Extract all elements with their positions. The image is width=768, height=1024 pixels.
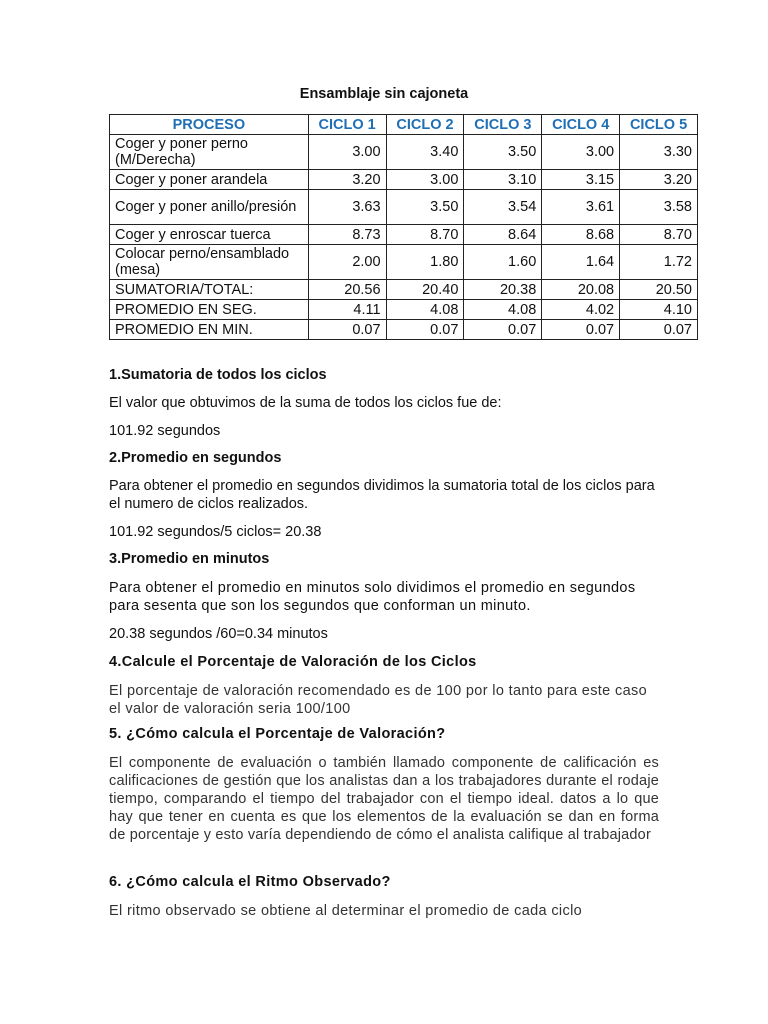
cell-value: 3.40: [386, 135, 464, 170]
row-label: Colocar perno/ensamblado (mesa): [110, 245, 309, 280]
cell-value: 20.50: [620, 280, 698, 300]
cell-value: 4.10: [620, 300, 698, 320]
cell-value: 3.20: [620, 170, 698, 190]
cell-value: 20.38: [464, 280, 542, 300]
cell-value: 20.08: [542, 280, 620, 300]
section-2-result: 101.92 segundos/5 ciclos= 20.38: [109, 524, 322, 540]
cell-value: 8.70: [386, 225, 464, 245]
section-3-heading: 3.Promedio en minutos: [109, 551, 270, 567]
cell-value: 0.07: [464, 320, 542, 340]
table-row: [110, 190, 698, 225]
row-label: Coger y poner perno (M/Derecha): [110, 135, 309, 170]
cell-value: 2.00: [308, 245, 386, 280]
cell-value: 3.63: [308, 190, 386, 225]
cell-value: 3.00: [308, 135, 386, 170]
table-row-average-seconds: [110, 300, 698, 320]
header-ciclo-5: CICLO 5: [620, 115, 698, 135]
cell-value: 1.64: [542, 245, 620, 280]
row-label: SUMATORIA/TOTAL:: [110, 280, 309, 300]
section-6-heading: 6. ¿Cómo calcula el Ritmo Observado?: [109, 874, 391, 890]
section-5-heading: 5. ¿Cómo calcula el Porcentaje de Valoración?: [109, 726, 446, 742]
row-label: Coger y poner anillo/presión: [110, 190, 309, 225]
section-2-heading: 2.Promedio en segundos: [109, 450, 282, 466]
cell-value: 8.70: [620, 225, 698, 245]
cell-value: 3.54: [464, 190, 542, 225]
header-ciclo-4: CICLO 4: [542, 115, 620, 135]
cell-value: 4.08: [464, 300, 542, 320]
cell-value: 3.20: [308, 170, 386, 190]
table-row: [110, 170, 698, 190]
row-label: PROMEDIO EN SEG.: [110, 300, 309, 320]
table-row: [110, 245, 698, 280]
cell-value: 8.73: [308, 225, 386, 245]
cell-value: 8.64: [464, 225, 542, 245]
row-label: PROMEDIO EN MIN.: [110, 320, 309, 340]
cell-value: 1.80: [386, 245, 464, 280]
cell-value: 1.60: [464, 245, 542, 280]
header-ciclo-3: CICLO 3: [464, 115, 542, 135]
table-row-average-minutes: [110, 320, 698, 340]
table-row-total: [110, 280, 698, 300]
header-proceso: PROCESO: [110, 115, 309, 135]
cell-value: 3.00: [542, 135, 620, 170]
header-ciclo-2: CICLO 2: [386, 115, 464, 135]
row-label: Coger y enroscar tuerca: [110, 225, 309, 245]
header-ciclo-1: CICLO 1: [308, 115, 386, 135]
cell-value: 1.72: [620, 245, 698, 280]
cell-value: 3.50: [386, 190, 464, 225]
table-row: [110, 135, 698, 170]
cell-value: 4.11: [308, 300, 386, 320]
cycles-table: [109, 114, 698, 340]
table-row: [110, 225, 698, 245]
cell-value: 0.07: [542, 320, 620, 340]
table-header-row: [110, 115, 698, 135]
cell-value: 0.07: [308, 320, 386, 340]
section-5-text: El componente de evaluación o también llamado componente de calificación es calificaciones de gestión que los analistas dan a los trabajadores durante el rodaje tiempo, comparando el tiempo del trabajador con el tiempo ideal. datos a lo que hay que tener en cuenta es que los elementos de la evaluación se dan en forma de porcentaje y esto varía dependiendo de cómo el analista califique al trabajador: [109, 755, 659, 843]
cell-value: 20.56: [308, 280, 386, 300]
cell-value: 8.68: [542, 225, 620, 245]
cell-value: 4.08: [386, 300, 464, 320]
section-4-text: El porcentaje de valoración recomendado es de 100 por lo tanto para este caso el valor de valoración seria 100/100: [109, 683, 648, 717]
cell-value: 3.00: [386, 170, 464, 190]
cell-value: 0.07: [386, 320, 464, 340]
cell-value: 3.61: [542, 190, 620, 225]
section-1-text: El valor que obtuvimos de la suma de todos los ciclos fue de:: [109, 395, 502, 411]
cell-value: 3.30: [620, 135, 698, 170]
cell-value: 0.07: [620, 320, 698, 340]
section-3-text: Para obtener el promedio en minutos solo dividimos el promedio en segundos para sesenta que son los segundos que conforman un minuto.: [109, 580, 636, 614]
section-1-result: 101.92 segundos: [109, 423, 221, 439]
cell-value: 3.10: [464, 170, 542, 190]
cell-value: 20.40: [386, 280, 464, 300]
section-1-heading: 1.Sumatoria de todos los ciclos: [109, 367, 327, 383]
cell-value: 4.02: [542, 300, 620, 320]
cell-value: 3.15: [542, 170, 620, 190]
section-3-result: 20.38 segundos /60=0.34 minutos: [109, 626, 328, 642]
row-label: Coger y poner arandela: [110, 170, 309, 190]
section-2-text: Para obtener el promedio en segundos dividimos la sumatoria total de los ciclos para el numero de ciclos realizados.: [109, 478, 655, 512]
section-4-heading: 4.Calcule el Porcentaje de Valoración de los Ciclos: [109, 654, 477, 670]
section-6-text: El ritmo observado se obtiene al determinar el promedio de cada ciclo: [109, 903, 583, 919]
cell-value: 3.58: [620, 190, 698, 225]
document-title: Ensamblaje sin cajoneta: [299, 86, 469, 102]
cell-value: 3.50: [464, 135, 542, 170]
